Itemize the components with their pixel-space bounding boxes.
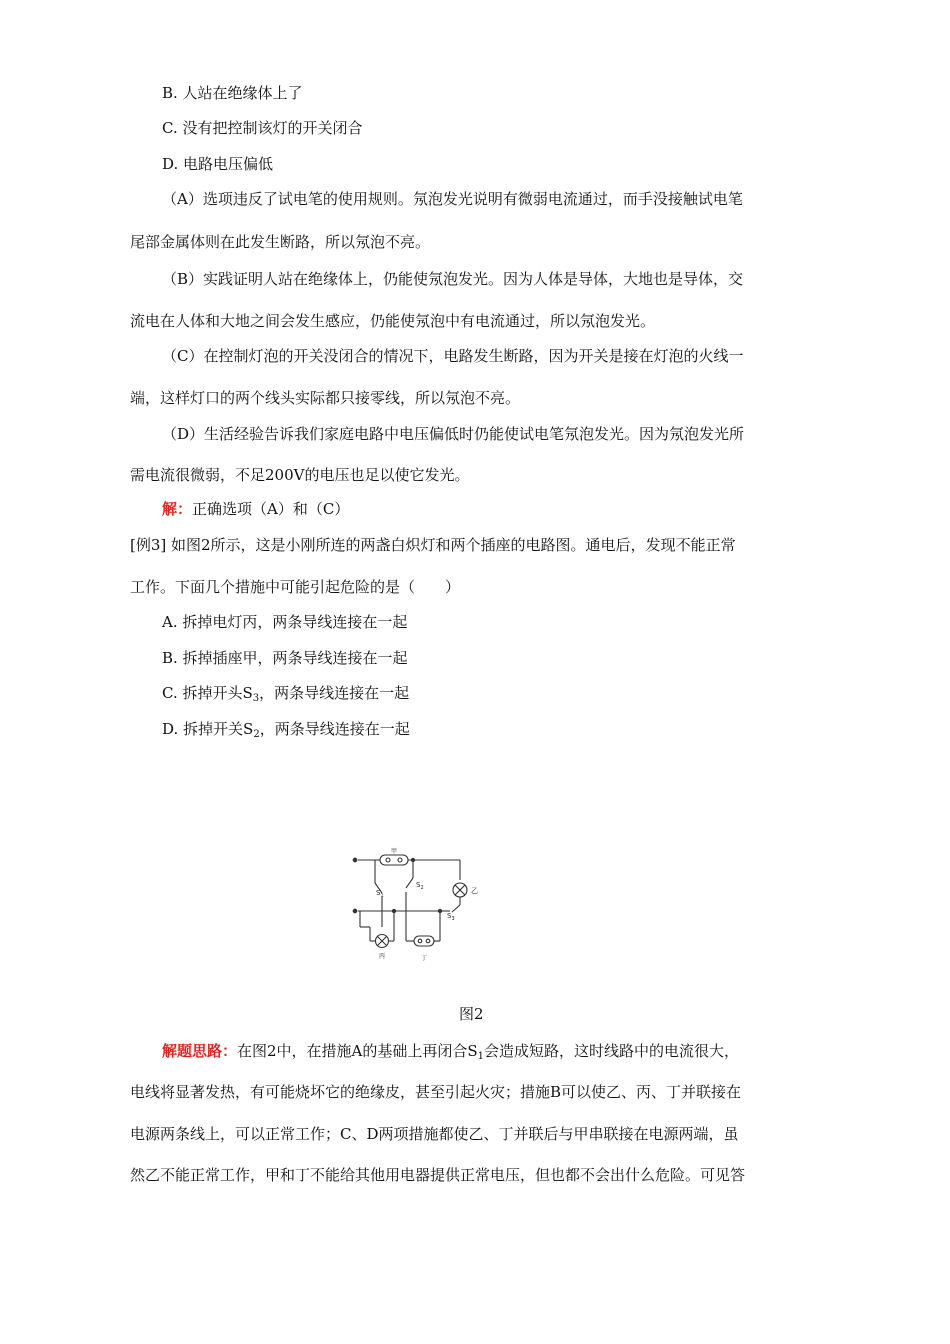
figure-caption: 图2 bbox=[459, 1005, 484, 1023]
solution-line3: 电源两条线上，可以正常工作；C、D两项措施都使乙、丁并联后与甲串联接在电源两端，虽 bbox=[130, 1125, 739, 1143]
explanation-a-line1: （A）选项违反了试电笔的使用规则。氖泡发光说明有微弱电流通过，而手没接触试电笔 bbox=[162, 190, 743, 208]
solution-line1-a: 在图2中，在措施A的基础上再闭合S bbox=[237, 1042, 478, 1060]
solution-line4: 然乙不能正常工作，甲和丁不能给其他用电器提供正常电压，但也都不会出什么危险。可见答 bbox=[130, 1166, 746, 1184]
label-bing: 丙 bbox=[378, 953, 386, 960]
explanation-a-line2: 尾部金属体则在此发生断路，所以氖泡不亮。 bbox=[130, 233, 431, 251]
solution-line1-sub: 1 bbox=[477, 1051, 485, 1062]
socket-jia bbox=[380, 855, 408, 865]
socket-ding bbox=[414, 936, 434, 946]
label-yi: 乙 bbox=[471, 887, 478, 895]
explanation-d-line2: 需电流很微弱，不足200V的电压也足以使它发光。 bbox=[130, 466, 470, 484]
label-s1: $S_1$ bbox=[376, 889, 384, 899]
example3-option-c bbox=[162, 682, 409, 710]
example3-option-d bbox=[162, 718, 410, 746]
label-jia: 甲 bbox=[390, 848, 398, 855]
answer-label: 解： bbox=[162, 500, 193, 518]
solution-line1 bbox=[162, 1040, 739, 1068]
label-s3: $S_3$ bbox=[447, 912, 455, 922]
explanation-b-line1: （B）实践证明人站在绝缘体上，仍能使氖泡发光。因为人体是导体，大地也是导体，交 bbox=[162, 270, 744, 288]
explanation-d-line1: （D）生活经验告诉我们家庭电路中电压偏低时仍能使试电笔氖泡发光。因为氖泡发光所 bbox=[162, 425, 745, 443]
example3-line2: 工作。下面几个措施中可能引起危险的是（ ） bbox=[130, 578, 461, 596]
option-d-sub: 2 bbox=[253, 729, 260, 740]
explanation-c-line2: 端，这样灯口的两个线头实际都只接零线，所以氖泡不亮。 bbox=[130, 389, 521, 407]
solution-line1-b: 会造成短路，这时线路中的电流很大， bbox=[484, 1042, 740, 1060]
explanation-b-line2: 流电在人体和大地之间会发生感应，仍能使氖泡中有电流通过，所以氖泡发光。 bbox=[130, 312, 656, 330]
option-b: B. 人站在绝缘体上了 bbox=[162, 84, 303, 102]
option-d-text: D. 拆掉开关S bbox=[162, 720, 254, 738]
switch-s3 bbox=[452, 905, 460, 912]
solution-label: 解题思路： bbox=[162, 1042, 238, 1060]
solution-line2: 电线将显著发热，有可能烧坏它的绝缘皮，甚至引起火灾；措施B可以使乙、丙、丁并联接在 bbox=[130, 1083, 742, 1101]
option-d-rest: ，两条导线连接在一起 bbox=[259, 720, 410, 738]
circuit-diagram bbox=[350, 845, 490, 970]
option-d: D. 电路电压偏低 bbox=[162, 155, 274, 173]
label-s2: $S_2$ bbox=[416, 881, 424, 891]
option-c: C. 没有把控制该灯的开关闭合 bbox=[162, 119, 363, 137]
answer-line bbox=[162, 498, 349, 520]
label-ding: 丁 bbox=[420, 955, 428, 962]
answer-text: 正确选项（A）和（C） bbox=[192, 500, 350, 518]
option-c-rest: ，两条导线连接在一起 bbox=[259, 684, 410, 702]
example3-option-b: B. 拆掉插座甲，两条导线连接在一起 bbox=[162, 649, 408, 667]
example3-line1: [例3] 如图2所示，这是小刚所连的两盏白炽灯和两个插座的电路图。通电后，发现不能正常 bbox=[130, 536, 736, 554]
explanation-c-line1: （C）在控制灯泡的开关没闭合的情况下，电路发生断路，因为开关是接在灯泡的火线一 bbox=[162, 347, 744, 365]
option-c-sub: 3 bbox=[252, 693, 260, 704]
switch-s2 bbox=[406, 878, 413, 888]
example3-option-a: A. 拆掉电灯丙，两条导线连接在一起 bbox=[162, 613, 408, 631]
option-c-text: C. 拆掉开头S bbox=[162, 684, 253, 702]
